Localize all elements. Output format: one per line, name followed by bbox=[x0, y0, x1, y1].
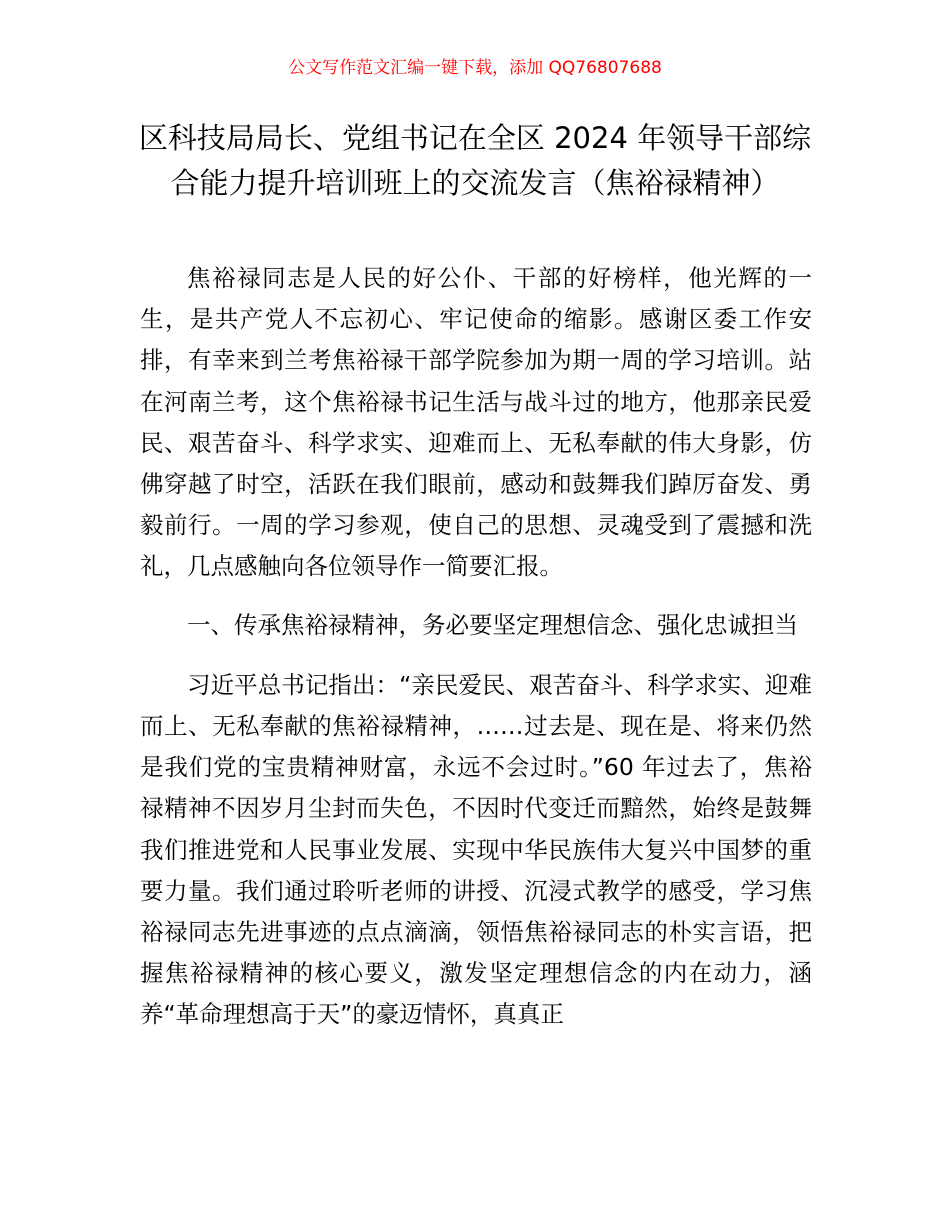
document-title: 区科技局局长、党组书记在全区 2024 年领导干部综合能力提升培训班上的交流发言（焦裕禄精神） bbox=[138, 121, 812, 200]
document-body bbox=[140, 258, 812, 1053]
paragraph-section-1: 习近平总书记指出：“亲民爱民、艰苦奋斗、科学求实、迎难而上、无私奉献的焦裕禄精神，……过去是、现在是、将来仍然是我们党的宝贵精神财富，永远不会过时。”60 年过去了，焦裕禄精神不因岁月尘封而失色，不因时代变迁而黯然，始终是鼓舞我们推进党和人民事业发展、实现中华民族伟大复兴中国梦的重要力量。我们通过聆听老师的讲授、沉浸式教学的感受，学习焦裕禄同志先进事迹的点点滴滴，领悟焦裕禄同志的朴实言语，把握焦裕禄精神的核心要义，激发坚定理想信念的内在动力，涵养“革命理想高于天”的豪迈情怀，真真正 bbox=[140, 670, 812, 1029]
paragraph-intro: 焦裕禄同志是人民的好公仆、干部的好榜样，他光辉的一生，是共产党人不忘初心、牢记使命的缩影。感谢区委工作安排，有幸来到兰考焦裕禄干部学院参加为期一周的学习培训。站在河南兰考，这个焦裕禄书记生活与战斗过的地方，他那亲民爱民、艰苦奋斗、科学求实、迎难而上、无私奉献的伟大身影，仿佛穿越了时空，活跃在我们眼前，感动和鼓舞我们踔厉奋发、勇毅前行。一周的学习参观，使自己的思想、灵魂受到了震撼和洗礼，几点感触向各位领导作一简要汇报。 bbox=[140, 264, 812, 581]
promo-header: 公文写作范文汇编一键下载，添加 QQ76807688 bbox=[288, 58, 662, 78]
section-heading-1: 一、传承焦裕禄精神，务必要坚定理想信念、强化忠诚担当 bbox=[187, 610, 798, 639]
